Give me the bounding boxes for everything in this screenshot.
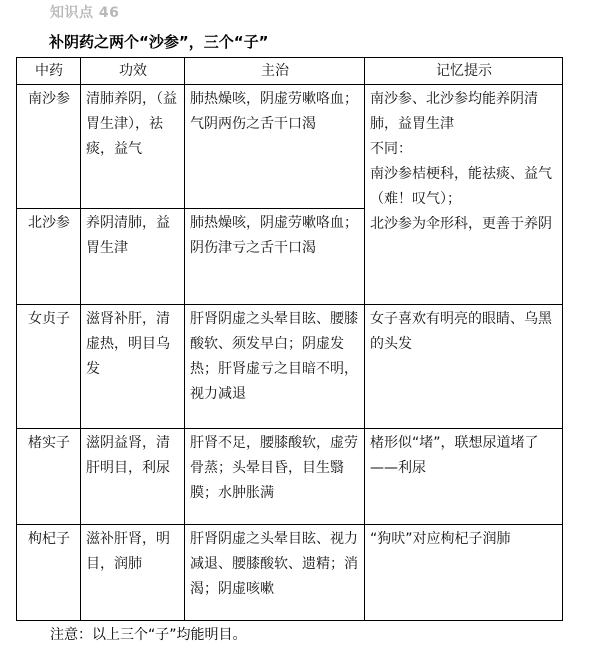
footer-note: 注意：以上三个“子”均能明目。: [50, 627, 247, 643]
effect-cell: 养阴清肺，益胃生津: [81, 209, 185, 305]
indication-cell: 肝肾不足，腰膝酸软，虚劳骨蒸；头晕目昏，目生翳膜；水肿胀满: [185, 429, 365, 525]
indication-cell: 肺热燥咳，阴虚劳嗽咯血；阴伤津亏之舌干口渴: [185, 209, 365, 305]
column-header-memory: 记忆提示: [365, 58, 563, 85]
indication-cell: 肝肾阴虚之头晕目眩、视力减退、腰膝酸软、遗精；消渴；阴虚咳嗽: [185, 525, 365, 621]
effect-cell: 滋补肝肾，明目，润肺: [81, 525, 185, 621]
column-header-herb: 中药: [17, 58, 81, 85]
herb-name-cell: 南沙参: [17, 85, 81, 209]
memory-line: 南沙参、北沙参均能养阴清肺，益胃生津: [370, 91, 538, 132]
column-header-indication: 主治: [185, 58, 365, 85]
indication-cell: 肺热燥咳，阴虚劳嗽咯血；气阴两伤之舌干口渴: [185, 85, 365, 209]
table-row: [17, 305, 563, 429]
herb-name-cell: 枸杞子: [17, 525, 81, 621]
memory-cell: 楮形似“堵”，联想尿道堵了——利尿: [365, 429, 563, 525]
effect-cell: 清肺养阴，（益胃生津），祛痰，益气: [81, 85, 185, 209]
document-title: 补阴药之两个“沙参”，三个“子”: [49, 33, 269, 51]
column-header-effect: 功效: [81, 58, 185, 85]
herb-name-cell: 北沙参: [17, 209, 81, 305]
table-row: [17, 85, 563, 209]
table-row: [17, 525, 563, 621]
memory-line: 不同：: [370, 141, 412, 157]
effect-cell: 滋阴益肾，清肝明目，利尿: [81, 429, 185, 525]
memory-line: 北沙参为伞形科，更善于养阴: [370, 216, 552, 232]
memory-cell: 女子喜欢有明亮的眼睛、乌黑的头发: [365, 305, 563, 429]
herb-name-cell: 女贞子: [17, 305, 81, 429]
table-row: [17, 429, 563, 525]
memory-cell-shasen: [365, 85, 563, 305]
memory-line: 南沙参桔梗科，能祛痰、益气（难！叹气）；: [370, 166, 552, 207]
indication-cell: 肝肾阴虚之头晕目眩、腰膝酸软、须发早白；阴虚发热；肝肾虚亏之目暗不明，视力减退: [185, 305, 365, 429]
herb-name-cell: 楮实子: [17, 429, 81, 525]
table-header-row: [17, 58, 563, 85]
knowledge-point-label: 知识点 46: [50, 5, 120, 21]
memory-cell: “狗吠”对应枸杞子润肺: [365, 525, 563, 621]
effect-cell: 滋肾补肝，清虚热，明目乌发: [81, 305, 185, 429]
herb-table: [16, 57, 563, 621]
